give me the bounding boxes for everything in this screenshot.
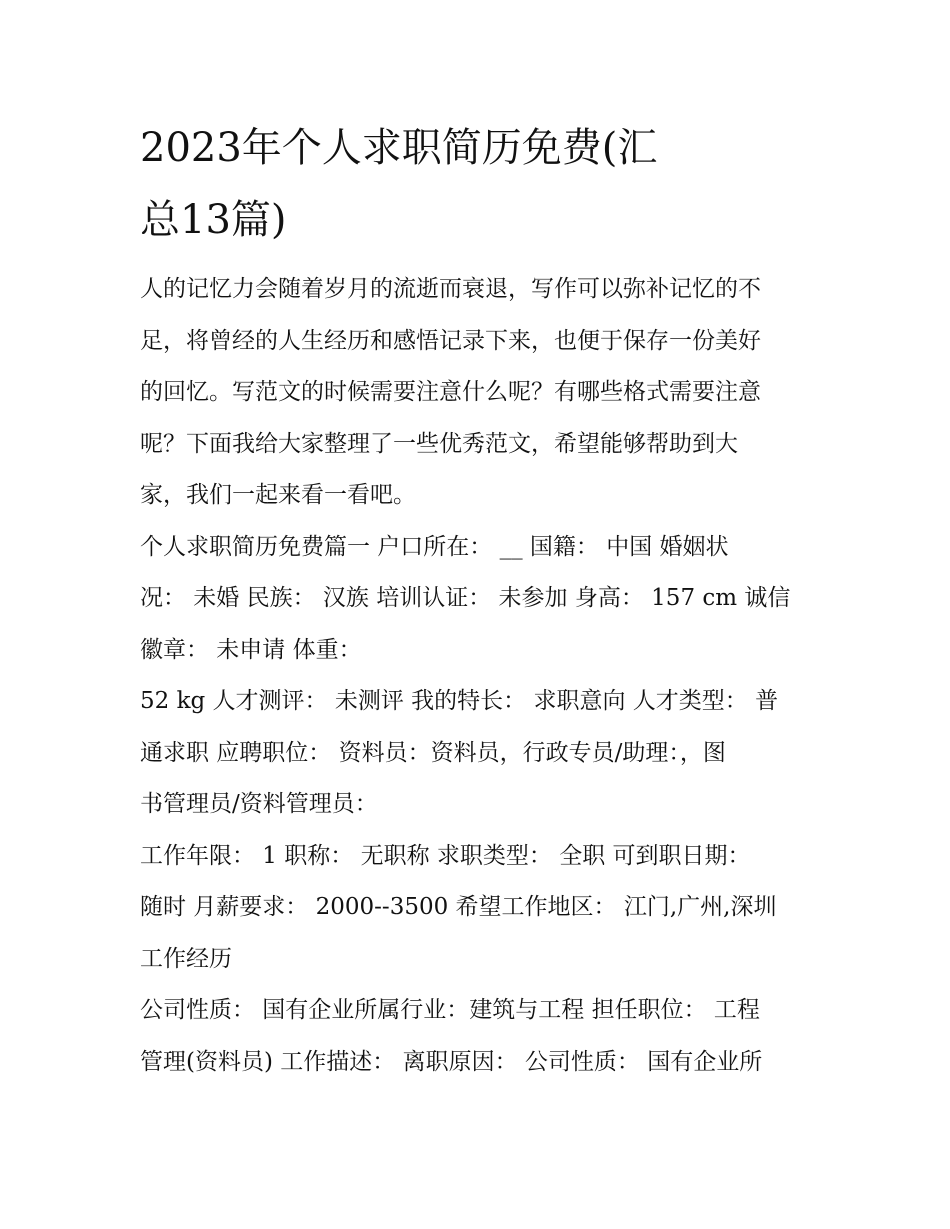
title-line: 总13篇) — [140, 197, 287, 243]
work-history-paragraph — [140, 985, 815, 1088]
intro-paragraph — [140, 264, 815, 522]
text-line: 公司性质： 国有企业所属行业：建筑与工程 担任职位： 工程 — [140, 997, 760, 1023]
text-line: 况： 未婚 民族： 汉族 培训认证： 未参加 身高： 157 cm 诚信 — [140, 585, 791, 611]
personal-info-paragraph — [140, 522, 815, 677]
text-line: 家，我们一起来看一看吧。 — [140, 482, 416, 508]
text-line: 管理(资料员) 工作描述： 离职原因： 公司性质： 国有企业所 — [140, 1048, 763, 1075]
text-line: 足，将曾经的人生经历和感悟记录下来，也便于保存一份美好 — [140, 327, 761, 354]
document-title — [140, 112, 815, 256]
text-line: 工作年限： 1 职称： 无职称 求职类型： 全职 可到职日期： — [140, 842, 751, 869]
text-line: 呢？下面我给大家整理了一些优秀范文，希望能够帮助到大 — [140, 430, 738, 457]
document-page — [140, 112, 815, 1088]
text-line: 通求职 应聘职位： 资料员：资料员，行政专员/助理：，图 — [140, 739, 726, 766]
text-line: 个人求职简历免费篇一 户口所在： __ 国籍： 中国 婚姻状 — [140, 533, 729, 560]
work-preference-paragraph — [140, 831, 815, 986]
text-line: 随时 月薪要求： 2000--3500 希望工作地区： 江门,广州,深圳 — [140, 894, 777, 920]
text-line: 的回忆。写范文的时候需要注意什么呢？有哪些格式需要注意 — [140, 379, 761, 405]
text-line: 工作经历 — [140, 945, 232, 972]
text-line: 人的记忆力会随着岁月的流逝而衰退，写作可以弥补记忆的不 — [140, 276, 761, 302]
text-line: 书管理员/资料管理员： — [140, 791, 378, 817]
text-line: 52 kg 人才测评： 未测评 我的特长： 求职意向 人才类型： 普 — [140, 688, 779, 714]
text-line: 徽章： 未申请 体重： — [140, 636, 362, 663]
title-line: 2023年个人求职简历免费(汇 — [140, 125, 658, 171]
job-intent-paragraph — [140, 676, 815, 831]
